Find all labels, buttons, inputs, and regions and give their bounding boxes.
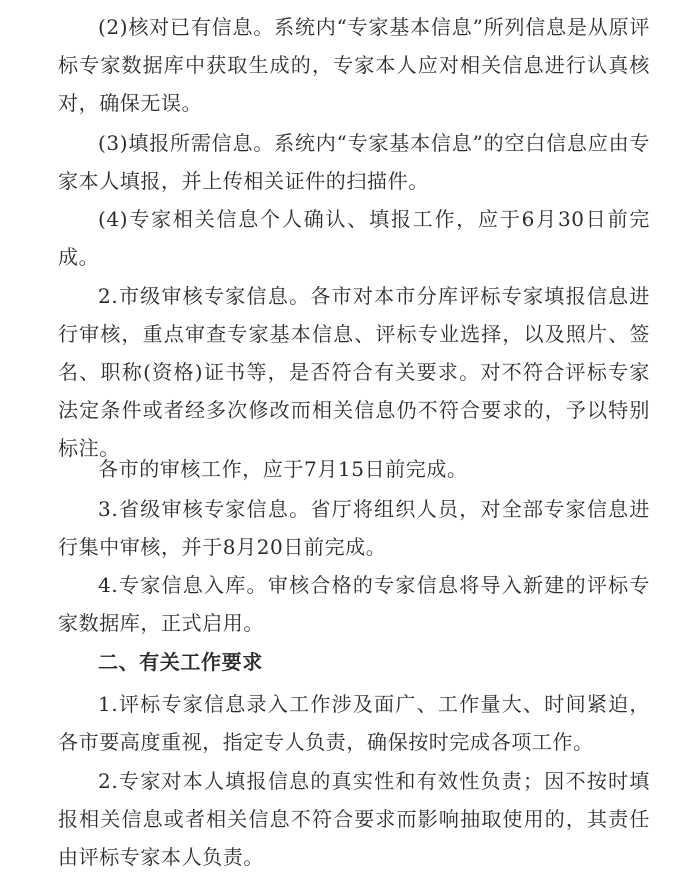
paragraph-city-level-review: 2.市级审核专家信息。各市对本市分库评标专家填报信息进行审核，重点审查专家基本信息、评标专业选择，以及照片、签名、职称(资格)证书等，是否符合有关要求。对不符合评标专家法定条件或者经多次修改而相关信息仍不符合要求的，予以特别标注。 [58, 284, 650, 460]
paragraph-fill-required-info: (3)填报所需信息。系统内“专家基本信息”的空白信息应由专家本人填报，并上传相关证件的扫描件。 [58, 131, 650, 193]
paragraph-requirement-2: 2.专家对本人填报信息的真实性和有效性负责；因不按时填报相关信息或者相关信息不符合要求而影响抽取使用的，其责任由评标专家本人负责。 [58, 769, 650, 869]
paragraph-province-level-review: 3.省级审核专家信息。省厅将组织人员，对全部专家信息进行集中审核，并于8月20日前完成。 [58, 497, 650, 559]
paragraph-database-import: 4.专家信息入库。审核合格的专家信息将导入新建的评标专家数据库，正式启用。 [58, 573, 650, 635]
paragraph-city-review-deadline: 各市的审核工作，应于7月15日前完成。 [98, 457, 468, 481]
paragraph-verify-existing-info: (2)核对已有信息。系统内“专家基本信息”所列信息是从原评标专家数据库中获取生成的，专家本人应对相关信息进行认真核对，确保无误。 [58, 15, 650, 115]
paragraph-requirement-1: 1.评标专家信息录入工作涉及面广、工作量大、时间紧迫，各市要高度重视，指定专人负责，确保按时完成各项工作。 [58, 692, 650, 754]
paragraph-personal-confirm-deadline: (4)专家相关信息个人确认、填报工作，应于6月30日前完成。 [58, 207, 650, 269]
section-heading-work-requirements: 二、有关工作要求 [98, 650, 263, 674]
